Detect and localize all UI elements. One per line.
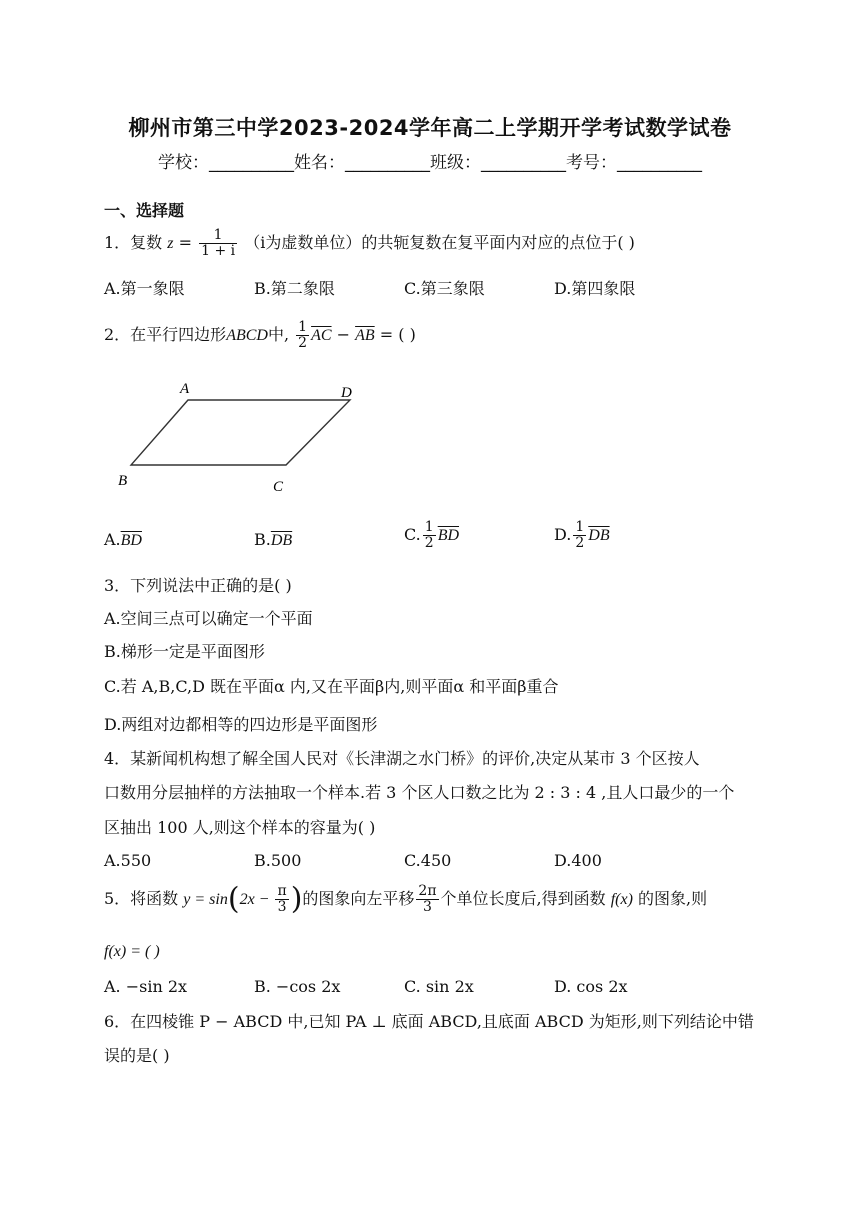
q2-prefix: 2．在平行四边形 — [104, 325, 227, 344]
section-heading: 一、选择题 — [104, 201, 185, 220]
question-1 — [104, 228, 635, 259]
q1-number: 1．复数 — [104, 233, 163, 252]
figure-label-b: B — [118, 473, 128, 489]
q5-shift: $\frac{2\pi}{3}$ — [418, 883, 437, 915]
figure-label-d: D — [341, 385, 352, 401]
q2-option-b: $B.\overline{DB}$ — [254, 530, 293, 549]
question-4-line-3: 区抽出 100 人,则这个样本的容量为( ) — [104, 818, 376, 837]
question-5-line-2: f(x) = ( ) — [104, 943, 160, 960]
question-5: 5．将函数 y = sin(2x − $\frac{\pi}{3}$ )的图象向左平移 $\frac{2\pi}{3}$ 个单位长度后,得到函数 f(x) 的图象,则 — [104, 881, 708, 917]
figure-label-c: C — [273, 479, 284, 495]
q4-option-c: C.450 — [404, 851, 452, 870]
question-4-line-2: 口数用分层抽样的方法抽取一个样本.若 3 个区人口数之比为 2 : 3 : 4 ,且人口最少的一个 — [104, 783, 735, 802]
question-2 — [104, 320, 416, 351]
question-6-line-1: 6．在四棱锥 P − ABCD 中,已知 PA ⊥ 底面 ABCD,且底面 ABCD 为矩形,则下列结论中错 — [104, 1012, 754, 1031]
student-info-line: 学校：__________姓名：__________班级：__________考号：__________ — [158, 153, 702, 173]
q1-option-a: A.第一象限 — [104, 279, 185, 298]
question-6-line-2: 误的是( ) — [104, 1046, 170, 1065]
q2-option-c: C. $\frac{1}{2}$ $\overline{BD}$ — [404, 519, 460, 551]
q5-option-c: C. sin 2x — [404, 977, 474, 996]
parallelogram-figure — [110, 375, 370, 495]
q4-option-b: B.500 — [254, 851, 302, 870]
q5-option-d: D. cos 2x — [554, 977, 628, 996]
question-4-line-1: 4．某新闻机构想了解全国人民对《长津湖之水门桥》的评价,决定从某市 3 个区按人 — [104, 749, 700, 768]
figure-label-a: A — [180, 381, 190, 397]
q3-option-c: C.若 A,B,C,D 既在平面α 内,又在平面β内,则平面α 和平面β重合 — [104, 677, 559, 696]
q1-option-d: D.第四象限 — [554, 279, 636, 298]
q1-option-b: B.第二象限 — [254, 279, 335, 298]
q4-option-a: A.550 — [104, 851, 152, 870]
q1-text: （i为虚数单位）的共轭复数在复平面内对应的点位于( ) — [244, 233, 635, 252]
q4-option-d: D.400 — [554, 851, 602, 870]
q3-option-a: A.空间三点可以确定一个平面 — [104, 609, 313, 628]
q2-vector-ac: $\overline{AC}$ — [311, 327, 332, 344]
q2-option-d: D. $\frac{1}{2}$ $\overline{DB}$ — [554, 519, 610, 551]
q5-option-a: A. −sin 2x — [104, 977, 188, 996]
q2-option-a: $A.\overline{BD}$ — [104, 530, 142, 549]
question-3: 3．下列说法中正确的是( ) — [104, 576, 292, 595]
q2-half: $\frac{1}{2}$ — [298, 319, 308, 351]
q5-function: y = sin — [183, 891, 228, 908]
exam-title: 柳州市第三中学2023-2024学年高二上学期开学考试数学试卷 — [128, 116, 732, 140]
q1-z: z — [167, 235, 174, 252]
q2-abcd: ABCD — [226, 327, 268, 344]
q2-tail: = ( ) — [374, 325, 416, 344]
q2-mid: 中, — [267, 325, 290, 344]
q2-vector-ab: $\overline{AB}$ — [355, 327, 375, 344]
q1-eq: = — [173, 233, 198, 252]
q2-minus: − — [331, 325, 356, 344]
q1-fraction: $\frac{1}{1 + i}$ — [201, 227, 236, 259]
q5-option-b: B. −cos 2x — [254, 977, 341, 996]
q1-option-c: C.第三象限 — [404, 279, 485, 298]
q3-option-b: B.梯形一定是平面图形 — [104, 642, 265, 661]
q3-option-d: D.两组对边都相等的四边形是平面图形 — [104, 715, 378, 734]
